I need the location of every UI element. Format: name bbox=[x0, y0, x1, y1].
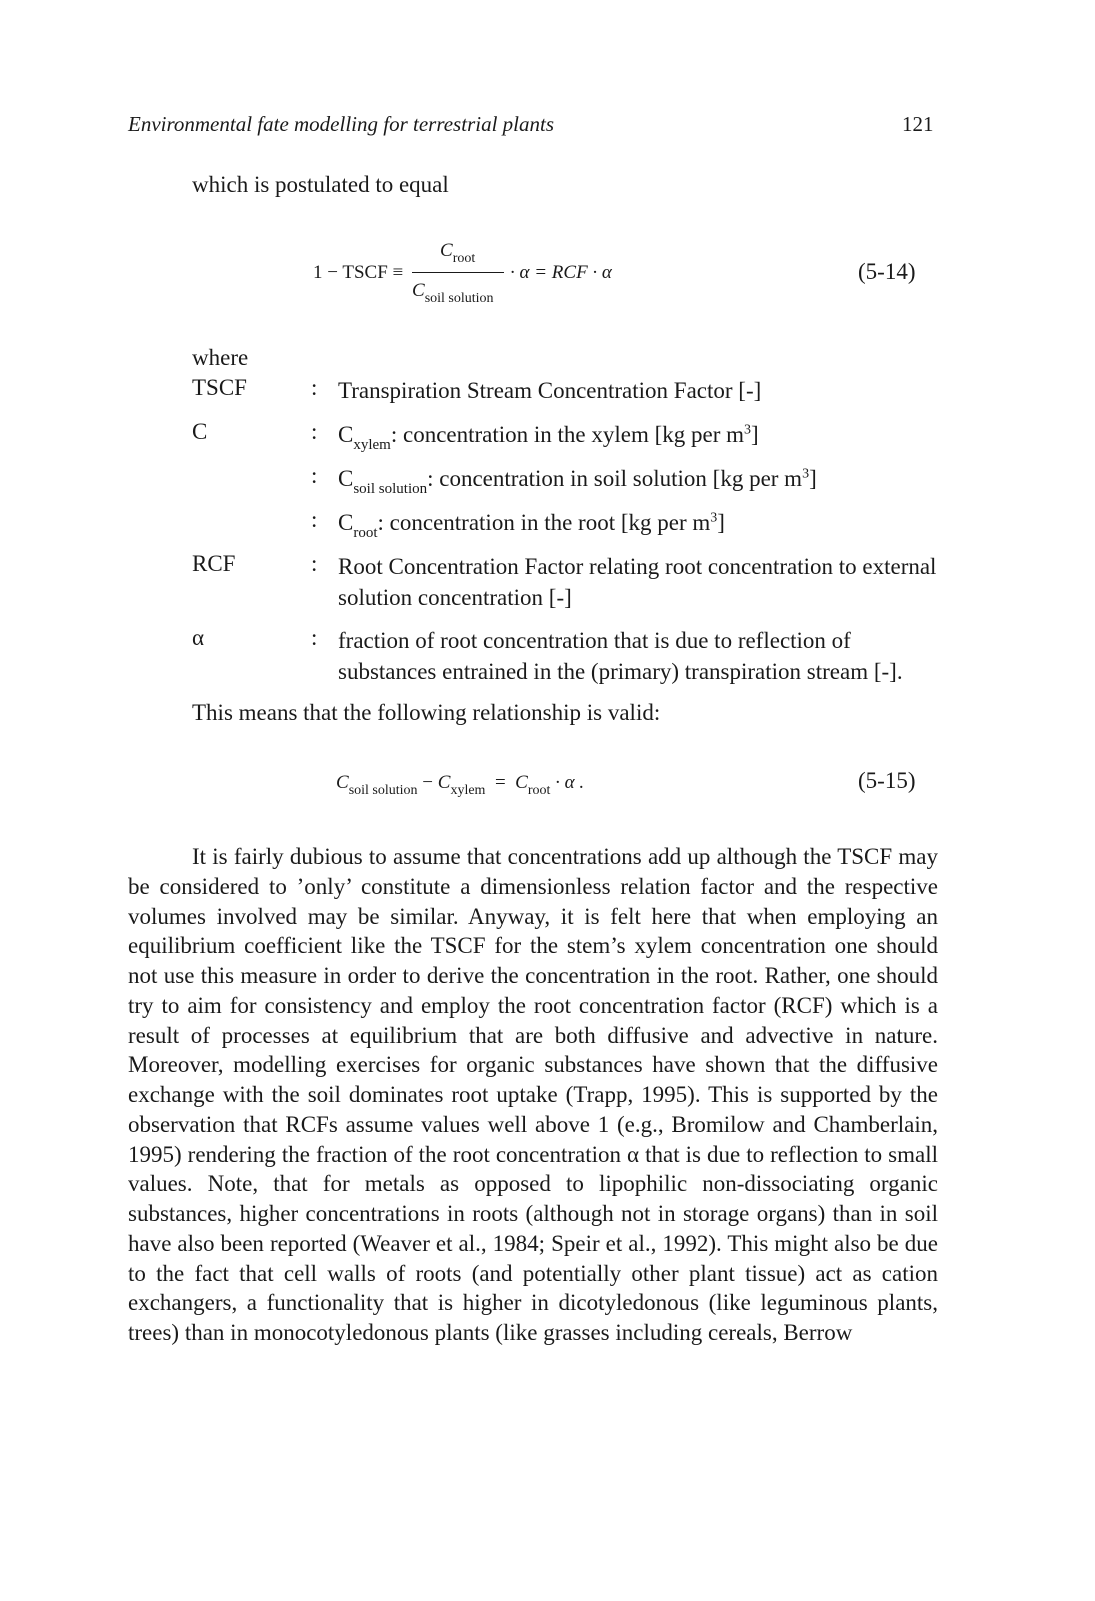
def-symbol-c: C bbox=[192, 419, 208, 444]
def-colon: : bbox=[311, 375, 318, 400]
eq2-term3: C bbox=[515, 772, 528, 793]
def-symbol-rcf: RCF bbox=[192, 551, 236, 576]
def-symbol-tscf: TSCF bbox=[192, 375, 247, 400]
eq2-sub3: root bbox=[527, 783, 551, 798]
def-c-sup: 3 bbox=[744, 422, 752, 438]
eq2-op2: = bbox=[485, 772, 516, 793]
where-label: where bbox=[192, 345, 249, 370]
eq2-term2: C bbox=[437, 772, 451, 793]
def-text-rcf: Root Concentration Factor relating root concentration to external solution concentration [-] bbox=[338, 554, 937, 610]
eq1-num-sub: root bbox=[452, 251, 476, 266]
eq1-den-symbol: C bbox=[412, 280, 425, 301]
def-text-c-soil bbox=[338, 463, 938, 498]
def-text-c-xylem bbox=[338, 419, 938, 454]
eq2-sub1: soil solution bbox=[348, 783, 418, 798]
eq1-denominator bbox=[412, 280, 494, 306]
def-cr-text: : concentration in the root [kg per m bbox=[377, 510, 711, 535]
eq1-numerator bbox=[440, 240, 476, 266]
def-cr-sub: root bbox=[353, 525, 378, 541]
def-text-alpha: fraction of root concentration that is due to reflection of substances entrained in the (primary) transpiration stream [-]. bbox=[338, 628, 903, 684]
def-cs-sup: 3 bbox=[802, 466, 810, 482]
eq1-num-symbol: C bbox=[440, 240, 453, 261]
def-cr-tail: ] bbox=[717, 510, 725, 535]
def-colon: : bbox=[311, 625, 318, 650]
def-c-text: : concentration in the xylem [kg per m bbox=[390, 422, 745, 447]
def-cr-sym: C bbox=[338, 510, 354, 535]
equation-5-15 bbox=[336, 772, 585, 798]
eq1-lhs: 1 − TSCF ≡ bbox=[313, 262, 404, 283]
eq2-term1: C bbox=[336, 772, 349, 793]
def-colon: : bbox=[311, 419, 318, 444]
def-symbol-alpha: α bbox=[192, 625, 205, 650]
running-title: Environmental fate modelling for terrestrial plants bbox=[128, 112, 554, 136]
def-cs-text: : concentration in soil solution [kg per m bbox=[427, 466, 803, 491]
def-c-tail: ] bbox=[751, 422, 759, 447]
def-cr-sup: 3 bbox=[710, 510, 718, 526]
eq1-den-sub: soil solution bbox=[424, 291, 494, 306]
def-c-sub: xylem bbox=[353, 437, 391, 453]
valid-text: This means that the following relationship is valid: bbox=[192, 700, 661, 725]
def-cs-tail: ] bbox=[809, 466, 817, 491]
def-colon: : bbox=[311, 507, 318, 532]
page-number: 121 bbox=[902, 112, 934, 136]
def-c-sym: C bbox=[338, 422, 354, 447]
eq1-fraction-bar bbox=[412, 272, 504, 273]
eq2-tail: · α . bbox=[550, 772, 585, 793]
def-colon: : bbox=[311, 551, 318, 576]
def-cs-sym: C bbox=[338, 466, 354, 491]
equation-5-14-lhs bbox=[313, 262, 403, 284]
def-text-c-root bbox=[338, 507, 938, 542]
def-cs-sub: soil solution bbox=[353, 481, 428, 497]
equation-number-5-14: (5-14) bbox=[858, 259, 916, 284]
equation-number-5-15: (5-15) bbox=[858, 768, 916, 793]
def-colon: : bbox=[311, 463, 318, 488]
def-text-tscf: Transpiration Stream Concentration Factor [-] bbox=[338, 378, 762, 403]
eq2-sub2: xylem bbox=[450, 783, 486, 798]
equation-5-14-rhs: · α = RCF · α bbox=[510, 262, 612, 283]
intro-text: which is postulated to equal bbox=[192, 172, 449, 197]
body-paragraph: It is fairly dubious to assume that concentrations add up although the TSCF may be considered to ’only’ constitute a dimensionless relation factor and the respective volumes involved may be similar. Anyway, it is felt here that when employing an equilibrium coefficient like the TSCF for the stem’s xylem concentration one should not use this measure in order to derive the concentration in the root. Rather, one should try to aim for consistency and employ the root concentration factor (RCF) which is a result of processes at equilibrium that are both diffusive and advective in nature. Moreover, modelling exercises for organic substances have shown that the diffusive exchange with the soil dominates root uptake (Trapp, 1995). This is supported by the observation that RCFs assume values well above 1 (e.g., Bromilow and Chamberlain, 1995) rendering the fraction of the root concentration α that is due to reflection to small values. Note, that for metals as opposed to lipophilic non-dissociating organic substances, higher concentrations in roots (although not in storage organs) than in soil have also been reported (Weaver et al., 1984; Speir et al., 1992). This might also be due to the fact that cell walls of roots (and potentially other plant tissue) act as cation exchangers, a functionality that is higher in dicotyledonous (like leguminous plants, trees) than in monocotyledonous plants (like grasses including cereals, Berrow bbox=[128, 844, 938, 1345]
eq2-op1: − bbox=[417, 772, 438, 793]
